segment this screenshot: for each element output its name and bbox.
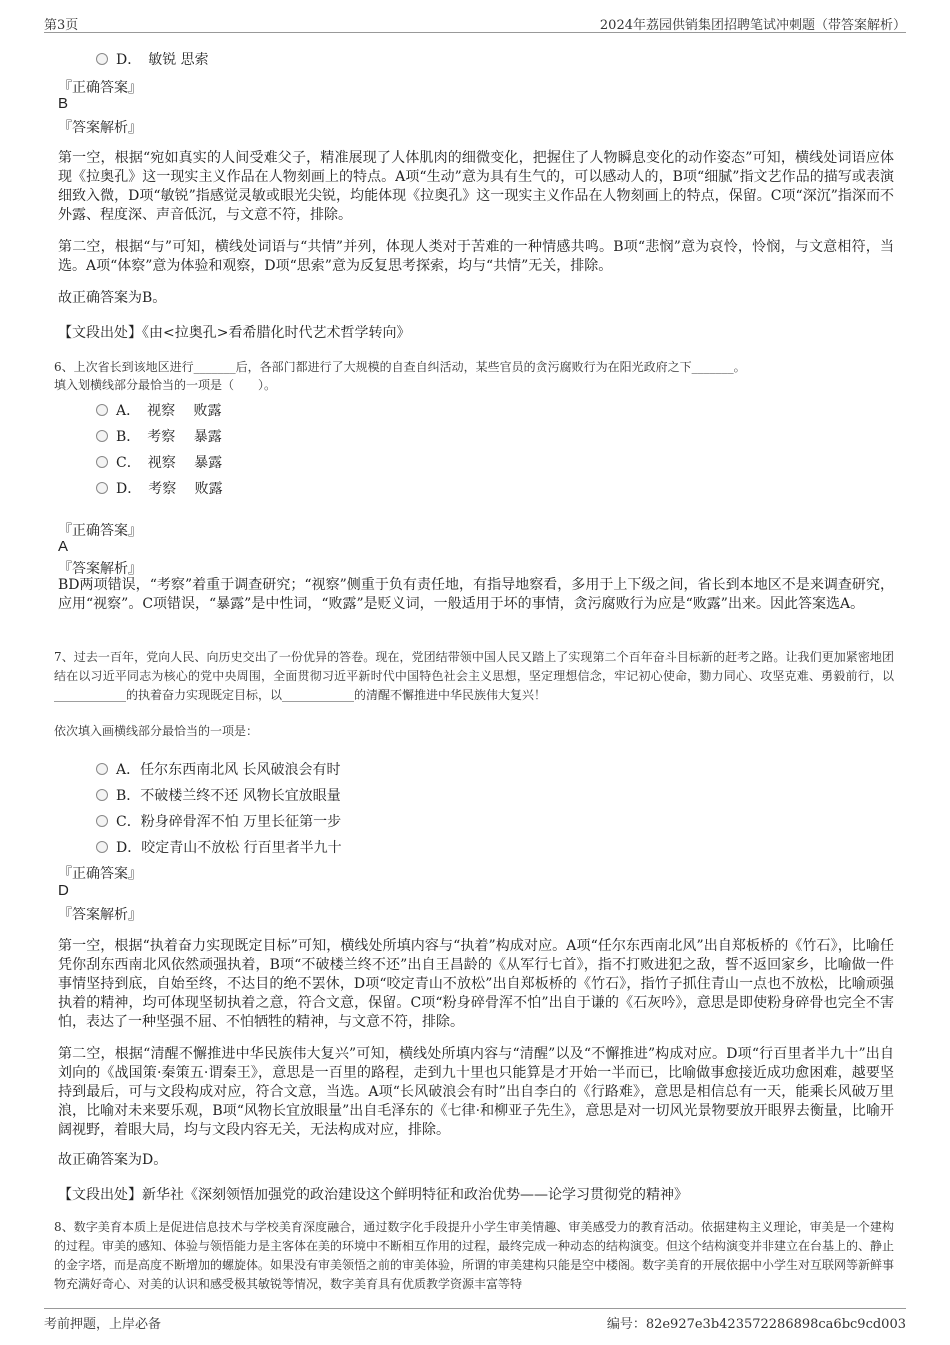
q5-conclusion: 故正确答案为B。: [58, 290, 167, 306]
q5-analysis-para2: 第二空，根据“与”可知，横线处词语与“共情”并列，体现人类对于苦难的一种情感共鸣。B项“悲悯”意为哀怜，怜悯，与文意相符，当选。A项“体察”意为体验和观察，D项“思索”意为反复思考探索，均与“共情”无关，排除。: [58, 239, 894, 274]
q6-analysis: BD两项错误，“考察”着重于调查研究；“视察”侧重于负有责任地，有指导地察看，多用于上下级之间，省长到本地区不是来调查研究，应用“视察”。C项错误，“暴露”是中性词，“败露”是贬义词，一般适用于坏的事情，贪污腐败行为应是“败露”出来。因此答案选A。: [58, 577, 894, 612]
footer-serial: 编号：82e927e3b423572286898ca6bc9cd003: [606, 1317, 906, 1332]
q5-source: 【文段出处】《由<拉奥孔>看希腊化时代艺术哲学转向》: [58, 325, 411, 341]
q7-option-c[interactable]: [96, 811, 341, 831]
radio-icon[interactable]: [96, 482, 108, 494]
q6-option-label: A． 视察 败露: [116, 403, 222, 419]
q6-answer-label: 『正确答案』: [58, 523, 142, 539]
q7-option-label: C．粉身碎骨浑不怕 万里长征第一步: [116, 814, 342, 830]
q7-analysis-para2: 第二空，根据“清醒不懈推进中华民族伟大复兴”可知，横线处所填内容与“清醒”以及“不懈推进”构成对应。D项“行百里者半九十”出自刘向的《战国策·秦策五·谓秦王》，意思是一百里的路程，走到九十里也只能算是才开始一半而已，比喻做事愈接近成功愈困难，越要坚持到最后，可与文段构成对应，符合文意，当选。A项“长风破浪会有时”出自李白的《行路难》，意思是相信总有一天，能乘长风破万里浪，比喻对未来要乐观，B项“风物长宜放眼量”出自毛泽东的《七律·和柳亚子先生》，意思是对一切风光景物要放开眼界去衡量，比喻开阔视野，着眼大局，均与文段内容无关，无法构成对应，排除。: [58, 1046, 894, 1138]
page-header: [44, 12, 906, 33]
q6-option-label: B． 考察 暴露: [116, 429, 222, 445]
q6-answer: A: [58, 538, 69, 555]
q6-option-label: C． 视察 暴露: [116, 455, 223, 471]
page-footer: [44, 1308, 906, 1331]
q5-option-d-label: D． 敏锐 思索: [116, 52, 209, 68]
radio-icon[interactable]: [96, 789, 108, 801]
q7-option-a[interactable]: [96, 759, 341, 779]
q7-answer: D: [58, 882, 69, 899]
q7-stem: 7、过去一百年，党向人民、向历史交出了一份优异的答卷。现在，党团结带领中国人民又踏上了实现第二个百年奋斗目标新的赶考之路。让我们更加紧密地团结在以习近平同志为核心的党中央周围，全面贯彻习近平新时代中国特色社会主义思想，坚定理想信念，牢记初心使命，勠力同心、攻坚克难、勇毅前行，以____________的执着奋力实现既定目标，以____________的清醒不懈推进中华民族伟大复兴！: [54, 650, 894, 702]
q6-option-b[interactable]: [96, 426, 222, 446]
q6-option-a[interactable]: [96, 400, 222, 420]
q5-analysis-label: 『答案解析』: [58, 120, 142, 136]
radio-icon[interactable]: [96, 841, 108, 853]
q7-option-label: A．任尔东西南北风 长风破浪会有时: [116, 762, 341, 778]
q7-option-d[interactable]: [96, 837, 342, 857]
q8-stem: 8、数字美育本质上是促进信息技术与学校美育深度融合，通过数字化手段提升小学生审美情趣、审美感受力的教育活动。依据建构主义理论，审美是一个建构的过程。审美的感知、体验与领悟能力是主客体在美的环境中不断相互作用的过程，最终完成一种动态的结构演变。但这个结构演变并非建立在台基上的、静止的金字塔，而是高度不断增加的螺旋体。如果没有审美领悟之前的审美体验，所谓的审美建构只能是空中楼阁。数字美育的开展依据中小学生对互联网等新鲜事物充满好奇心、对美的认识和感受极其敏锐等情况，数字美育具有优质教学资源丰富等特: [54, 1220, 894, 1291]
radio-icon[interactable]: [96, 430, 108, 442]
radio-icon[interactable]: [96, 815, 108, 827]
q6-option-c[interactable]: [96, 452, 222, 472]
q7-answer-label: 『正确答案』: [58, 866, 142, 882]
q7-option-label: B．不破楼兰终不还 风物长宜放眼量: [116, 788, 341, 804]
q7-prompt: 依次填入画横线部分最恰当的一项是：: [54, 724, 259, 738]
q6-option-d[interactable]: [96, 478, 223, 498]
radio-icon[interactable]: [96, 456, 108, 468]
q6-analysis-label: 『答案解析』: [58, 561, 142, 577]
q6-stem: 6、上次省长到该地区进行_______后，各部门都进行了大规模的自查自纠活动，某些官员的贪污腐败行为在阳光政府之下_______。: [54, 360, 746, 374]
q5-answer-label: 『正确答案』: [58, 80, 142, 96]
q7-conclusion: 故正确答案为D。: [58, 1152, 168, 1168]
q7-option-b[interactable]: [96, 785, 341, 805]
q5-answer: B: [58, 95, 69, 112]
radio-icon[interactable]: [96, 404, 108, 416]
q6-option-label: D． 考察 败露: [116, 481, 223, 497]
page-number: 第3页: [44, 18, 79, 33]
q5-analysis-para1: 第一空，根据“宛如真实的人间受难父子，精准展现了人体肌肉的细微变化，把握住了人物瞬息变化的动作姿态”可知，横线处词语应体现《拉奥孔》这一现实主义作品在人物刻画上的特点。A项“生动”意为具有生气的，可以感动人的，B项“细腻”指文艺作品的描写或表演细致入微，D项“敏锐”指感觉灵敏或眼光尖锐，均能体现《拉奥孔》这一现实主义作品在人物刻画上的特点，保留。C项“深沉”指深而不外露、程度深、声音低沉，与文意不符，排除。: [58, 150, 894, 223]
footer-slogan: 考前押题，上岸必备: [44, 1317, 162, 1332]
q5-option-d[interactable]: [96, 49, 209, 69]
document-title: 2024年荔园供销集团招聘笔试冲刺题（带答案解析）: [599, 18, 906, 33]
q6-prompt: 填入划横线部分最恰当的一项是（ ）。: [54, 378, 277, 392]
radio-icon[interactable]: [96, 53, 108, 65]
q7-source: 【文段出处】新华社《深刻领悟加强党的政治建设这个鲜明特征和政治优势——论学习贯彻党的精神》: [58, 1187, 688, 1203]
q7-analysis-label: 『答案解析』: [58, 907, 142, 923]
q7-option-label: D．咬定青山不放松 行百里者半九十: [116, 840, 342, 856]
radio-icon[interactable]: [96, 763, 108, 775]
q7-analysis-para1: 第一空，根据“执着奋力实现既定目标”可知，横线处所填内容与“执着”构成对应。A项“任尔东西南北风”出自郑板桥的《竹石》，比喻任凭你刮东西南北风依然顽强执着，B项“不破楼兰终不还”出自王昌龄的《从军行七首》，指不打败进犯之敌，誓不返回家乡，比喻做一件事情坚持到底，自始至终，不达目的绝不罢休，D项“咬定青山不放松”出自郑板桥的《竹石》，指竹子抓住青山一点也不放松，比喻顽强执着的精神，均可体现坚韧执着之意，符合文意，保留。C项“粉身碎骨浑不怕”出自于谦的《石灰吟》，意思是即使粉身碎骨也完全不害怕，表达了一种坚强不屈、不怕牺牲的精神，与文意不符，排除。: [58, 938, 894, 1030]
